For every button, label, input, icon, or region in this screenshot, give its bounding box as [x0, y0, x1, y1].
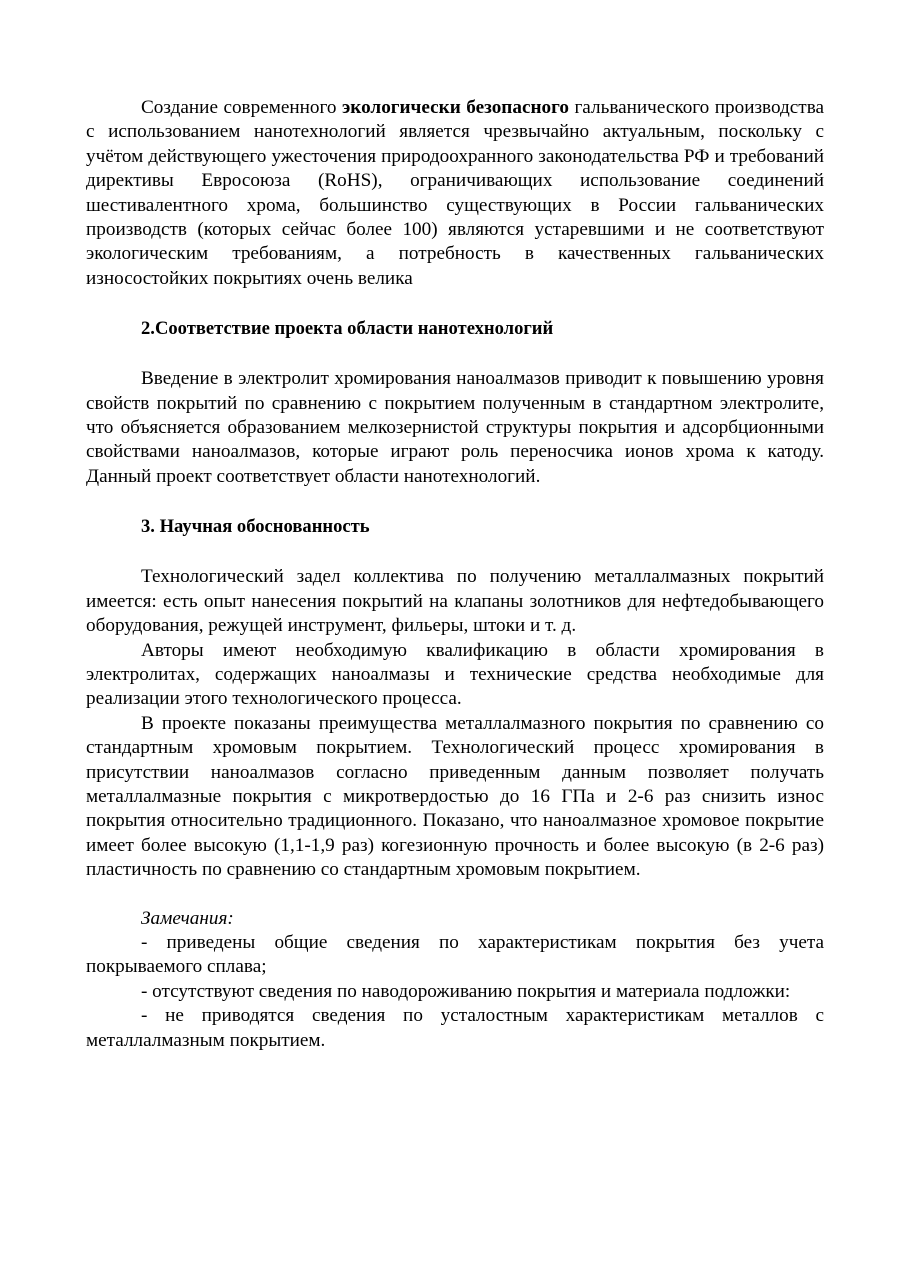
section-3-paragraph-3: В проекте показаны преимущества металлалмазного покрытия по сравнению со стандартным хромовым покрытием. Технологический процесс хромирования в присутствии наноалмазов согласно приведенным данным позволяет получать металлалмазные покрытия с микротвердостью до 16 ГПа и 2-6 раз снизить износ покрытия относительно традиционного. Показано, что наноалмазное хромовое покрытие имеет более высокую (1,1-1,9 раз) когезионную прочность и более высокую (в 2-6 раз) пластичность по сравнению со стандартным хромовым покрытием.: [86, 712, 824, 881]
intro-bold-phrase: экологически безопасного: [342, 97, 569, 118]
intro-text-part2: гальванического производства с использованием нанотехнологий является чрезвычайно актуальным, поскольку с учётом действующего ужесточения природоохранного законодательства РФ и требований директивы Евросоюза (RoHS), ограничивающих использование соединений шестивалентного хрома, большинство существующих в России гальванических производств (которых сейчас более 100) являются устаревшими и не соответствуют экологическим требованиям, а потребность в качественных гальванических износостойких покрытиях очень велика: [86, 97, 825, 289]
remarks-title: Замечания:: [141, 907, 234, 929]
section-3-paragraph-2: Авторы имеют необходимую квалификацию в области хромирования в электролитах, содержащих наноалмазы и технические средства необходимые для реализации этого технологического процесса.: [86, 639, 824, 710]
section-2-paragraph: Введение в электролит хромирования наноалмазов приводит к повышению уровня свойств покрытий по сравнению с покрытием полученным в стандартном электролите, что объясняется образованием мелкозернистой структуры покрытия и адсорбционными свойствами наноалмазов, которые играют роль переносчика ионов хрома к катоду. Данный проект соответствует области нанотехнологий.: [86, 368, 824, 487]
section-2-heading: 2.Соответствие проекта области нанотехнологий: [141, 318, 554, 340]
intro-text-part1: Создание современного: [141, 97, 342, 118]
document-page: [86, 96, 824, 1053]
section-3-paragraph-1: Технологический задел коллектива по получению металлалмазных покрытий имеется: есть опыт нанесения покрытий на клапаны золотников для нефтедобывающего оборудования, режущей инструмент, фильеры, штоки и т. д.: [86, 566, 824, 637]
remark-item-2: - отсутствуют сведения по наводороживанию покрытия и материала подложки:: [141, 980, 791, 1002]
remark-item-3: - не приводятся сведения по усталостным характеристикам металлов с металлалмазным покрытием.: [86, 1005, 824, 1051]
section-3-heading: 3. Научная обоснованность: [141, 516, 370, 538]
remark-item-1: - приведены общие сведения по характеристикам покрытия без учета покрываемого сплава;: [86, 931, 824, 978]
intro-paragraph: [86, 96, 824, 291]
